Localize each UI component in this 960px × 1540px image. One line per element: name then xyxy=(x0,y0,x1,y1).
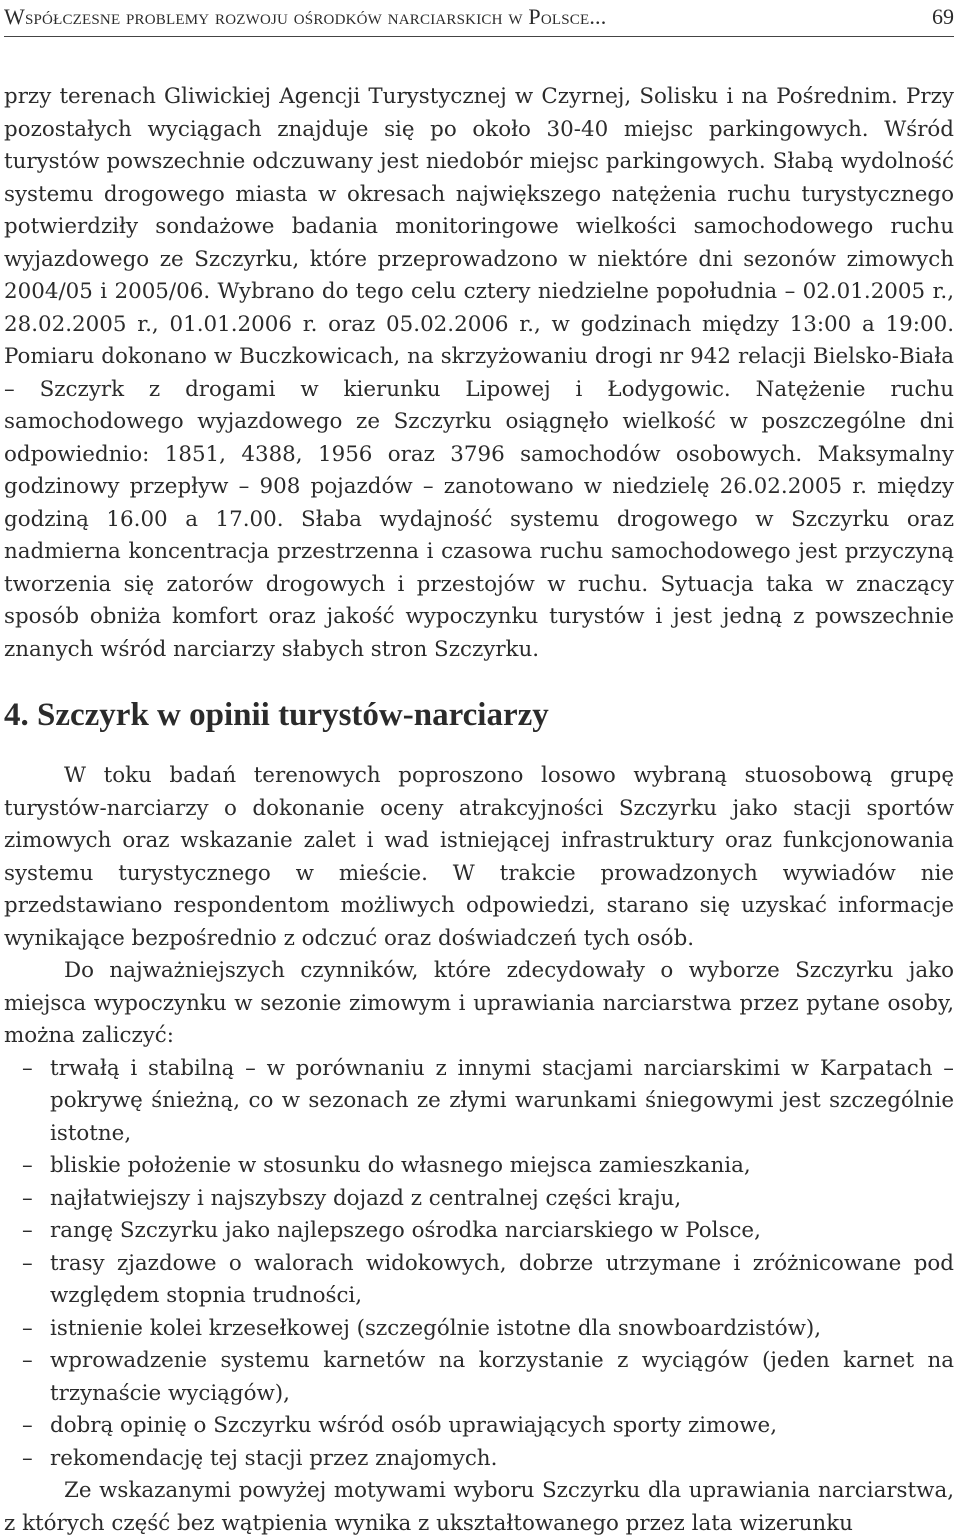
running-header xyxy=(4,2,954,37)
list-item-text: bliskie położenie w stosunku do własnego miejsca zamieszkania, xyxy=(50,1153,751,1178)
text-block-2 xyxy=(4,760,954,1540)
dash-bullet: – xyxy=(22,1250,33,1276)
list-item-text: najłatwiejszy i najszybszy dojazd z centralnej części kraju, xyxy=(50,1185,682,1211)
list-item-text: rangę Szczyrku jako najlepszego ośrodka narciarskiego w Polsce, xyxy=(50,1218,761,1243)
list-item-text: trasy zjazdowe o walorach widokowych, dobrze utrzymane i zróżnicowane pod względem stopnia trudności, xyxy=(50,1250,954,1308)
page-number: 69 xyxy=(932,4,954,29)
running-title: Współczesne problemy rozwoju ośrodków narciarskich w Polsce... xyxy=(4,4,607,29)
list-item-text: dobrą opinię o Szczyrku wśród osób uprawiających sporty zimowe, xyxy=(50,1413,777,1438)
list-item xyxy=(4,1313,954,1346)
list-item xyxy=(4,1053,954,1151)
dash-bullet: – xyxy=(22,1185,33,1211)
paragraph-factors-intro: Do najważniejszych czynników, które zdecydowały o wyborze Szczyrku jako miejsca wypoczynku w sezonie zimowym i uprawiania narciarstwa przez pytane osoby, można zaliczyć: xyxy=(4,958,954,1048)
list-item-text: trwałą i stabilną – w porównaniu z innymi stacjami narciarskimi w Karpatach – pokrywę śnieżną, co w sezonach ze złymi warunkami śniegowymi jest szczególnie istotne, xyxy=(50,1055,954,1146)
dash-bullet: – xyxy=(22,1348,33,1373)
list-item xyxy=(4,1150,954,1183)
dash-bullet: – xyxy=(22,1218,33,1243)
list-item xyxy=(4,1410,954,1443)
list-item-text: rekomendację tej stacji przez znajomych. xyxy=(50,1445,498,1471)
paragraph-survey: W toku badań terenowych poproszono losowo wybraną stuosobową grupę turystów-narciarzy o dokonanie oceny atrakcyjności Szczyrku jako stacji sportów zimowych oraz wskazanie zalet i wad istniejącej infrastruktury oraz funkcjonowania systemu turystycznego w mieście. W trakcie prowadzonych wywiadów nie przedstawiano respondentom możliwych odpowiedzi, starano się uzyskać informacje wynikające bezpośrednio z odczuć oraz doświadczeń tych osób. xyxy=(4,763,954,951)
list-item-text: wprowadzenie systemu karnetów na korzystanie z wyciągów (jeden karnet na trzynaście wyciągów), xyxy=(50,1348,954,1406)
dash-bullet: – xyxy=(22,1413,33,1438)
list-item xyxy=(4,1443,954,1476)
paragraph-traffic: przy terenach Gliwickiej Agencji Turystycznej w Czyrnej, Solisku i na Pośrednim. Przy pozostałych wyciągach znajduje się po około 30-40 miejsc parkingowych. Wśród turystów powszechnie odczuwany jest niedobór miejsc parkingowych. Słabą wydolność systemu drogowego miasta w okresach największego natężenia ruchu turystycznego potwierdziły sondażowe badania monitoringowe wielkości samochodowego ruchu wyjazdowego ze Szczyrku, które przeprowadzono w niektóre dni sezonów zimowych 2004/05 i 2005/06. Wybrano do tego celu cztery niedzielne popołudnia – 02.01.2005 r., 28.02.2005 r., 01.01.2006 r. oraz 05.02.2006 r., w godzinach między 13:00 a 19:00. Pomiaru dokonano w Buczkowicach, na skrzyżowaniu drogi nr 942 relacji Bielsko-Biała – Szczyrk z drogami w kierunku Lipowej i Łodygowic. Natężenie ruchu samochodowego wyjazdowego ze Szczyrku osiągnęło wielkość w poszczególne dni odpowiednio: 1851, 4388, 1956 oraz 3796 samochodów osobowych. Maksymalny godzinowy przepływ – 908 pojazdów – zanotowano w niedzielę 26.02.2005 r. między godziną 16.00 a 17.00. Słaba wydajność systemu drogowego w Szczyrku oraz nadmierna koncentracja przestrzenna i czasowa ruchu samochodowego jest przyczyną tworzenia się zatorów drogowych i przestojów w ruchu. Sytuacja taka w znaczący sposób obniża komfort oraz jakość wypoczynku turystów i jest jedną z powszechnie znanych wśród narciarzy słabych stron Szczyrku. xyxy=(4,84,954,662)
list-item xyxy=(4,1215,954,1248)
dash-bullet: – xyxy=(22,1315,33,1341)
factors-list xyxy=(4,1053,954,1476)
list-item-text: istnienie kolei krzesełkowej (szczególnie istotne dla snowboardzistów), xyxy=(50,1315,822,1341)
paragraph-conclusion: Ze wskazanymi powyżej motywami wyboru Szczyrku dla uprawiania narciarstwa, z których część bez wątpienia wynika z ukształtowanego przez lata wizerunku xyxy=(4,1478,954,1536)
dash-bullet: – xyxy=(22,1153,33,1178)
list-item xyxy=(4,1183,954,1216)
dash-bullet: – xyxy=(22,1445,33,1471)
dash-bullet: – xyxy=(22,1055,33,1081)
list-item xyxy=(4,1248,954,1313)
text-block-1 xyxy=(4,81,954,666)
list-item xyxy=(4,1345,954,1410)
section-heading: 4. Szczyrk w opinii turystów-narciarzy xyxy=(4,697,549,733)
